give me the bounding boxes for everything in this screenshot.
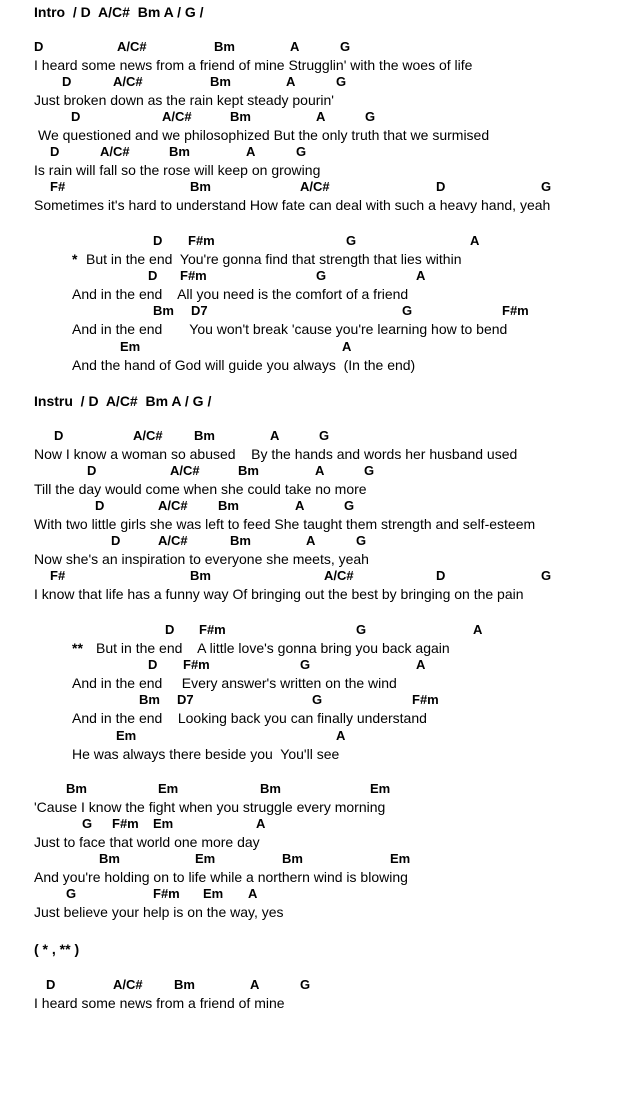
chord: A [248,886,258,901]
chord: G [364,463,375,478]
chord: G [296,144,307,159]
chord: G [541,568,552,583]
chorus1-chord-line-2 [0,267,620,285]
instru-text: Instru / D A/C# Bm A / G / [34,393,212,409]
lyric: And in the end Every answer's written on the wind [72,675,397,691]
chord: G [356,622,367,637]
chord: G [365,109,376,124]
lyric: Now I know a woman so abused By the hands and words her husband used [34,446,518,462]
chord: D [54,428,64,443]
chorus2-lyric-line-1 [0,639,620,657]
chord: G [402,303,413,318]
chord: Bm [282,851,303,866]
verse1-lyric-line-3 [0,126,620,144]
chord: F#m [412,692,439,707]
lyric: Sometimes it's hard to understand How fate can deal with such a heavy hand, yeah [34,197,551,213]
chorus-marker: ** [72,640,83,656]
chord: A [246,144,256,159]
lyric: He was always there beside you You'll see [72,746,340,762]
chord: A [473,622,483,637]
instru-line [0,392,620,410]
chord: Em [116,728,137,743]
chord: F# [50,568,66,583]
outro-chord-line-1 [0,976,620,994]
chorus2-lyric-line-3 [0,709,620,727]
chorus2-chord-line-3 [0,691,620,709]
verse1-chord-line-4 [0,143,620,161]
chorus2-chord-line-1 [0,621,620,639]
chorus1-chord-line-4 [0,338,620,356]
chord: F# [50,179,66,194]
lyric: And the hand of God will guide you always (In the end) [72,357,416,373]
chord: D [153,233,163,248]
chord: A/C# [170,463,200,478]
chord: A [290,39,300,54]
chord: F#m [199,622,226,637]
chorus1-chord-line-3 [0,302,620,320]
chord: A/C# [158,533,188,548]
chord: Bm [218,498,239,513]
chord: D [148,268,158,283]
verse2-chord-line-2 [0,462,620,480]
chord: A/C# [133,428,163,443]
lyric: 'Cause I know the fight when you struggle every morning [34,799,386,815]
chord: D [436,568,446,583]
chord: Bm [194,428,215,443]
chord: G [319,428,330,443]
verse2-chord-line-1 [0,427,620,445]
lyric: But in the end You're gonna find that strength that lies within [86,251,462,267]
chord: F#m [112,816,139,831]
verse1-lyric-line-1 [0,56,620,74]
lyric: I heard some news from a friend of mine Strugglin' with the woes of life [34,57,473,73]
chord: A/C# [117,39,147,54]
chord: G [541,179,552,194]
bridge-chord-line-2 [0,815,620,833]
chord: G [340,39,351,54]
lyric: I know that life has a funny way Of bringing out the best by bringing on the pain [34,586,524,602]
chord: F#m [183,657,210,672]
chord: D [148,657,158,672]
chord: Em [153,816,174,831]
repeat-line [0,940,620,958]
chord: Em [120,339,141,354]
chord: A [342,339,352,354]
bridge-lyric-line-4 [0,903,620,921]
lyric: Just to face that world one more day [34,834,260,850]
chord: D7 [191,303,208,318]
chorus2-chord-line-4 [0,727,620,745]
verse2-lyric-line-4 [0,550,620,568]
lyric: Is rain will fall so the rose will keep on growing [34,162,321,178]
verse1-lyric-line-5 [0,196,620,214]
lyric: And you're holding on to life while a northern wind is blowing [34,869,408,885]
chord: D [436,179,446,194]
lyric: I heard some news from a friend of mine [34,995,285,1011]
chord: G [66,886,77,901]
intro-text: Intro / D A/C# Bm A / G / [34,4,204,20]
lyric: With two little girls she was left to feed She taught them strength and self-esteem [34,516,536,532]
lyric: And in the end You won't break 'cause you're learning how to bend [72,321,508,337]
chord: A/C# [158,498,188,513]
chord: D [46,977,56,992]
chord: A [416,268,426,283]
chord: Bm [190,568,211,583]
chord: Em [370,781,391,796]
chord: G [312,692,323,707]
verse1-chord-line-2 [0,73,620,91]
chord: A/C# [300,179,330,194]
chord: Bm [190,179,211,194]
verse1-chord-line-5 [0,178,620,196]
verse2-lyric-line-1 [0,445,620,463]
verse1-lyric-line-4 [0,161,620,179]
chord: G [356,533,367,548]
chord: D7 [177,692,194,707]
chorus2-lyric-line-2 [0,674,620,692]
chorus2-chord-line-2 [0,656,620,674]
bridge-lyric-line-1 [0,798,620,816]
bridge-chord-line-4 [0,885,620,903]
chord: D [71,109,81,124]
chorus1-lyric-line-3 [0,320,620,338]
chord: F#m [153,886,180,901]
chorus1-lyric-line-4 [0,356,620,374]
chord: Bm [230,109,251,124]
chord: Bm [139,692,160,707]
chord: Bm [230,533,251,548]
chord: Bm [210,74,231,89]
chord: A [336,728,346,743]
bridge-lyric-line-3 [0,868,620,886]
chord: A/C# [100,144,130,159]
verse2-lyric-line-3 [0,515,620,533]
chord: F#m [502,303,529,318]
chord: Bm [169,144,190,159]
verse2-lyric-line-5 [0,585,620,603]
chord: G [344,498,355,513]
chord: F#m [180,268,207,283]
lyric: Now she's an inspiration to everyone she meets, yeah [34,551,369,567]
chord: Em [203,886,224,901]
chord: A [416,657,426,672]
verse1-chord-line-1 [0,38,620,56]
chord: G [346,233,357,248]
chord: G [316,268,327,283]
lyric: We questioned and we philosophized But the only truth that we surmised [38,127,490,143]
chord: A [250,977,260,992]
verse2-chord-line-3 [0,497,620,515]
chord: A/C# [113,74,143,89]
chord: Em [390,851,411,866]
chord: D [50,144,60,159]
lyric: And in the end All you need is the comfort of a friend [72,286,409,302]
chorus-marker: * [72,251,78,267]
chord: Bm [238,463,259,478]
chord: D [87,463,97,478]
outro-lyric-line-1 [0,994,620,1012]
lyric: Just broken down as the rain kept steady pourin' [34,92,334,108]
chord: D [62,74,72,89]
chord: Bm [260,781,281,796]
chord: D [34,39,44,54]
chorus1-lyric-line-2 [0,285,620,303]
chord: A [315,463,325,478]
chord: A [256,816,266,831]
chord: A/C# [324,568,354,583]
chord: Bm [99,851,120,866]
chord: F#m [188,233,215,248]
chorus2-lyric-line-4 [0,745,620,763]
bridge-chord-line-3 [0,850,620,868]
verse1-lyric-line-2 [0,91,620,109]
bridge-chord-line-1 [0,780,620,798]
chord: Em [195,851,216,866]
chord: A [270,428,280,443]
chord: D [111,533,121,548]
chord: D [95,498,105,513]
chord: G [82,816,93,831]
chord: G [300,657,311,672]
chord: G [300,977,311,992]
chord: A/C# [113,977,143,992]
verse1-chord-line-3 [0,108,620,126]
bridge-lyric-line-2 [0,833,620,851]
verse2-lyric-line-2 [0,480,620,498]
repeat-text: ( * , ** ) [34,941,80,957]
lyric: Just believe your help is on the way, yes [34,904,284,920]
chord: A [316,109,326,124]
chord: D [165,622,175,637]
chord: Bm [214,39,235,54]
chord: Bm [153,303,174,318]
lyric: Till the day would come when she could take no more [34,481,367,497]
chord: Bm [174,977,195,992]
chord: G [336,74,347,89]
lyric: But in the end A little love's gonna bring you back again [96,640,450,656]
chord: A [470,233,480,248]
chorus1-lyric-line-1 [0,250,620,268]
chorus1-chord-line-1 [0,232,620,250]
chord: A/C# [162,109,192,124]
chord: Em [158,781,179,796]
verse2-chord-line-5 [0,567,620,585]
chord: A [295,498,305,513]
intro-line [0,3,620,21]
chord: A [306,533,316,548]
chord: A [286,74,296,89]
chord: Bm [66,781,87,796]
lyric: And in the end Looking back you can finally understand [72,710,427,726]
verse2-chord-line-4 [0,532,620,550]
